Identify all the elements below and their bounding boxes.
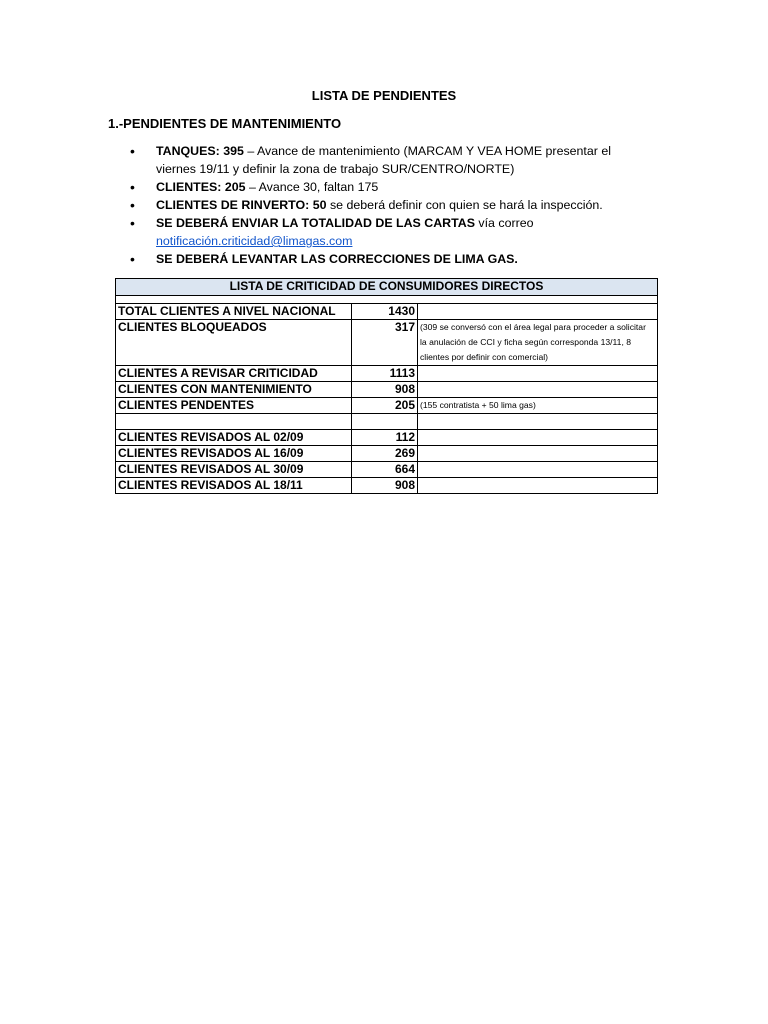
email-link[interactable]: notificación.criticidad@limagas.com	[156, 234, 353, 248]
tanques-label: TANQUES: 395	[156, 144, 244, 158]
table-header-row	[116, 279, 658, 296]
table-row	[116, 462, 658, 478]
row-label: CLIENTES REVISADOS AL 18/11	[116, 478, 352, 494]
row-value: 269	[352, 446, 418, 462]
clientes-label: CLIENTES: 205	[156, 180, 246, 194]
row-label: CLIENTES A REVISAR CRITICIDAD	[116, 366, 352, 382]
table-header: LISTA DE CRITICIDAD DE CONSUMIDORES DIRECTOS	[116, 279, 658, 296]
table-row	[116, 446, 658, 462]
row-label: TOTAL CLIENTES A NIVEL NACIONAL	[116, 304, 352, 320]
row-value: 908	[352, 478, 418, 494]
rinverto-label: CLIENTES DE RINVERTO: 50	[156, 198, 327, 212]
cartas-text: vía correo	[474, 216, 534, 230]
row-label: CLIENTES CON MANTENIMIENTO	[116, 382, 352, 398]
row-note	[418, 382, 658, 398]
rinverto-text: se deberá definir con quien se hará la inspección.	[326, 198, 603, 212]
row-label: CLIENTES REVISADOS AL 02/09	[116, 430, 352, 446]
list-item-tanques	[130, 142, 650, 178]
row-value: 317	[352, 320, 418, 366]
row-note	[418, 304, 658, 320]
list-item-clientes	[130, 178, 650, 196]
tanques-text: – Avance de mantenimiento (MARCAM Y VEA HOME presentar el viernes 19/11 y definir la zona de trabajo SUR/CENTRO/NORTE)	[156, 144, 611, 176]
list-item-cartas	[130, 214, 650, 250]
list-item-correcciones	[130, 250, 650, 268]
row-note: (309 se conversó con el área legal para proceder a solicitar la anulación de CCI y ficha según corresponda 13/11, 8 clientes por definir con comercial)	[418, 320, 658, 366]
table-row	[116, 398, 658, 414]
bullet-icon: •	[130, 179, 135, 195]
row-label: CLIENTES REVISADOS AL 30/09	[116, 462, 352, 478]
table-row	[116, 382, 658, 398]
criticality-table	[115, 278, 658, 494]
row-note: (155 contratista + 50 lima gas)	[418, 398, 658, 414]
row-value: 205	[352, 398, 418, 414]
row-value: 664	[352, 462, 418, 478]
clientes-text: – Avance 30, faltan 175	[245, 180, 379, 194]
bullet-icon: •	[130, 143, 135, 159]
row-value: 112	[352, 430, 418, 446]
table-row	[116, 304, 658, 320]
cartas-label: SE DEBERÁ ENVIAR LA TOTALIDAD DE LAS CARTAS	[156, 216, 475, 230]
row-note	[418, 446, 658, 462]
bullet-icon: •	[130, 215, 135, 231]
row-value: 1113	[352, 366, 418, 382]
row-label: CLIENTES BLOQUEADOS	[116, 320, 352, 366]
section-heading: 1.-PENDIENTES DE MANTENIMIENTO	[108, 116, 342, 131]
row-value: 908	[352, 382, 418, 398]
table-row	[116, 320, 658, 366]
correcciones-text: SE DEBERÁ LEVANTAR LAS CORRECCIONES DE LIMA GAS.	[156, 252, 518, 266]
table-blank-row	[116, 414, 658, 430]
table-spacer-row	[116, 296, 658, 304]
table-row	[116, 430, 658, 446]
row-note	[418, 366, 658, 382]
row-note	[418, 430, 658, 446]
row-note	[418, 462, 658, 478]
row-value: 1430	[352, 304, 418, 320]
bullet-icon: •	[130, 197, 135, 213]
row-label: CLIENTES REVISADOS AL 16/09	[116, 446, 352, 462]
table-row	[116, 478, 658, 494]
list-item-rinverto	[130, 196, 650, 214]
pending-list	[130, 142, 650, 268]
table-row	[116, 366, 658, 382]
row-label: CLIENTES PENDENTES	[116, 398, 352, 414]
document-title: LISTA DE PENDIENTES	[311, 88, 457, 103]
row-note	[418, 478, 658, 494]
bullet-icon: •	[130, 251, 135, 267]
